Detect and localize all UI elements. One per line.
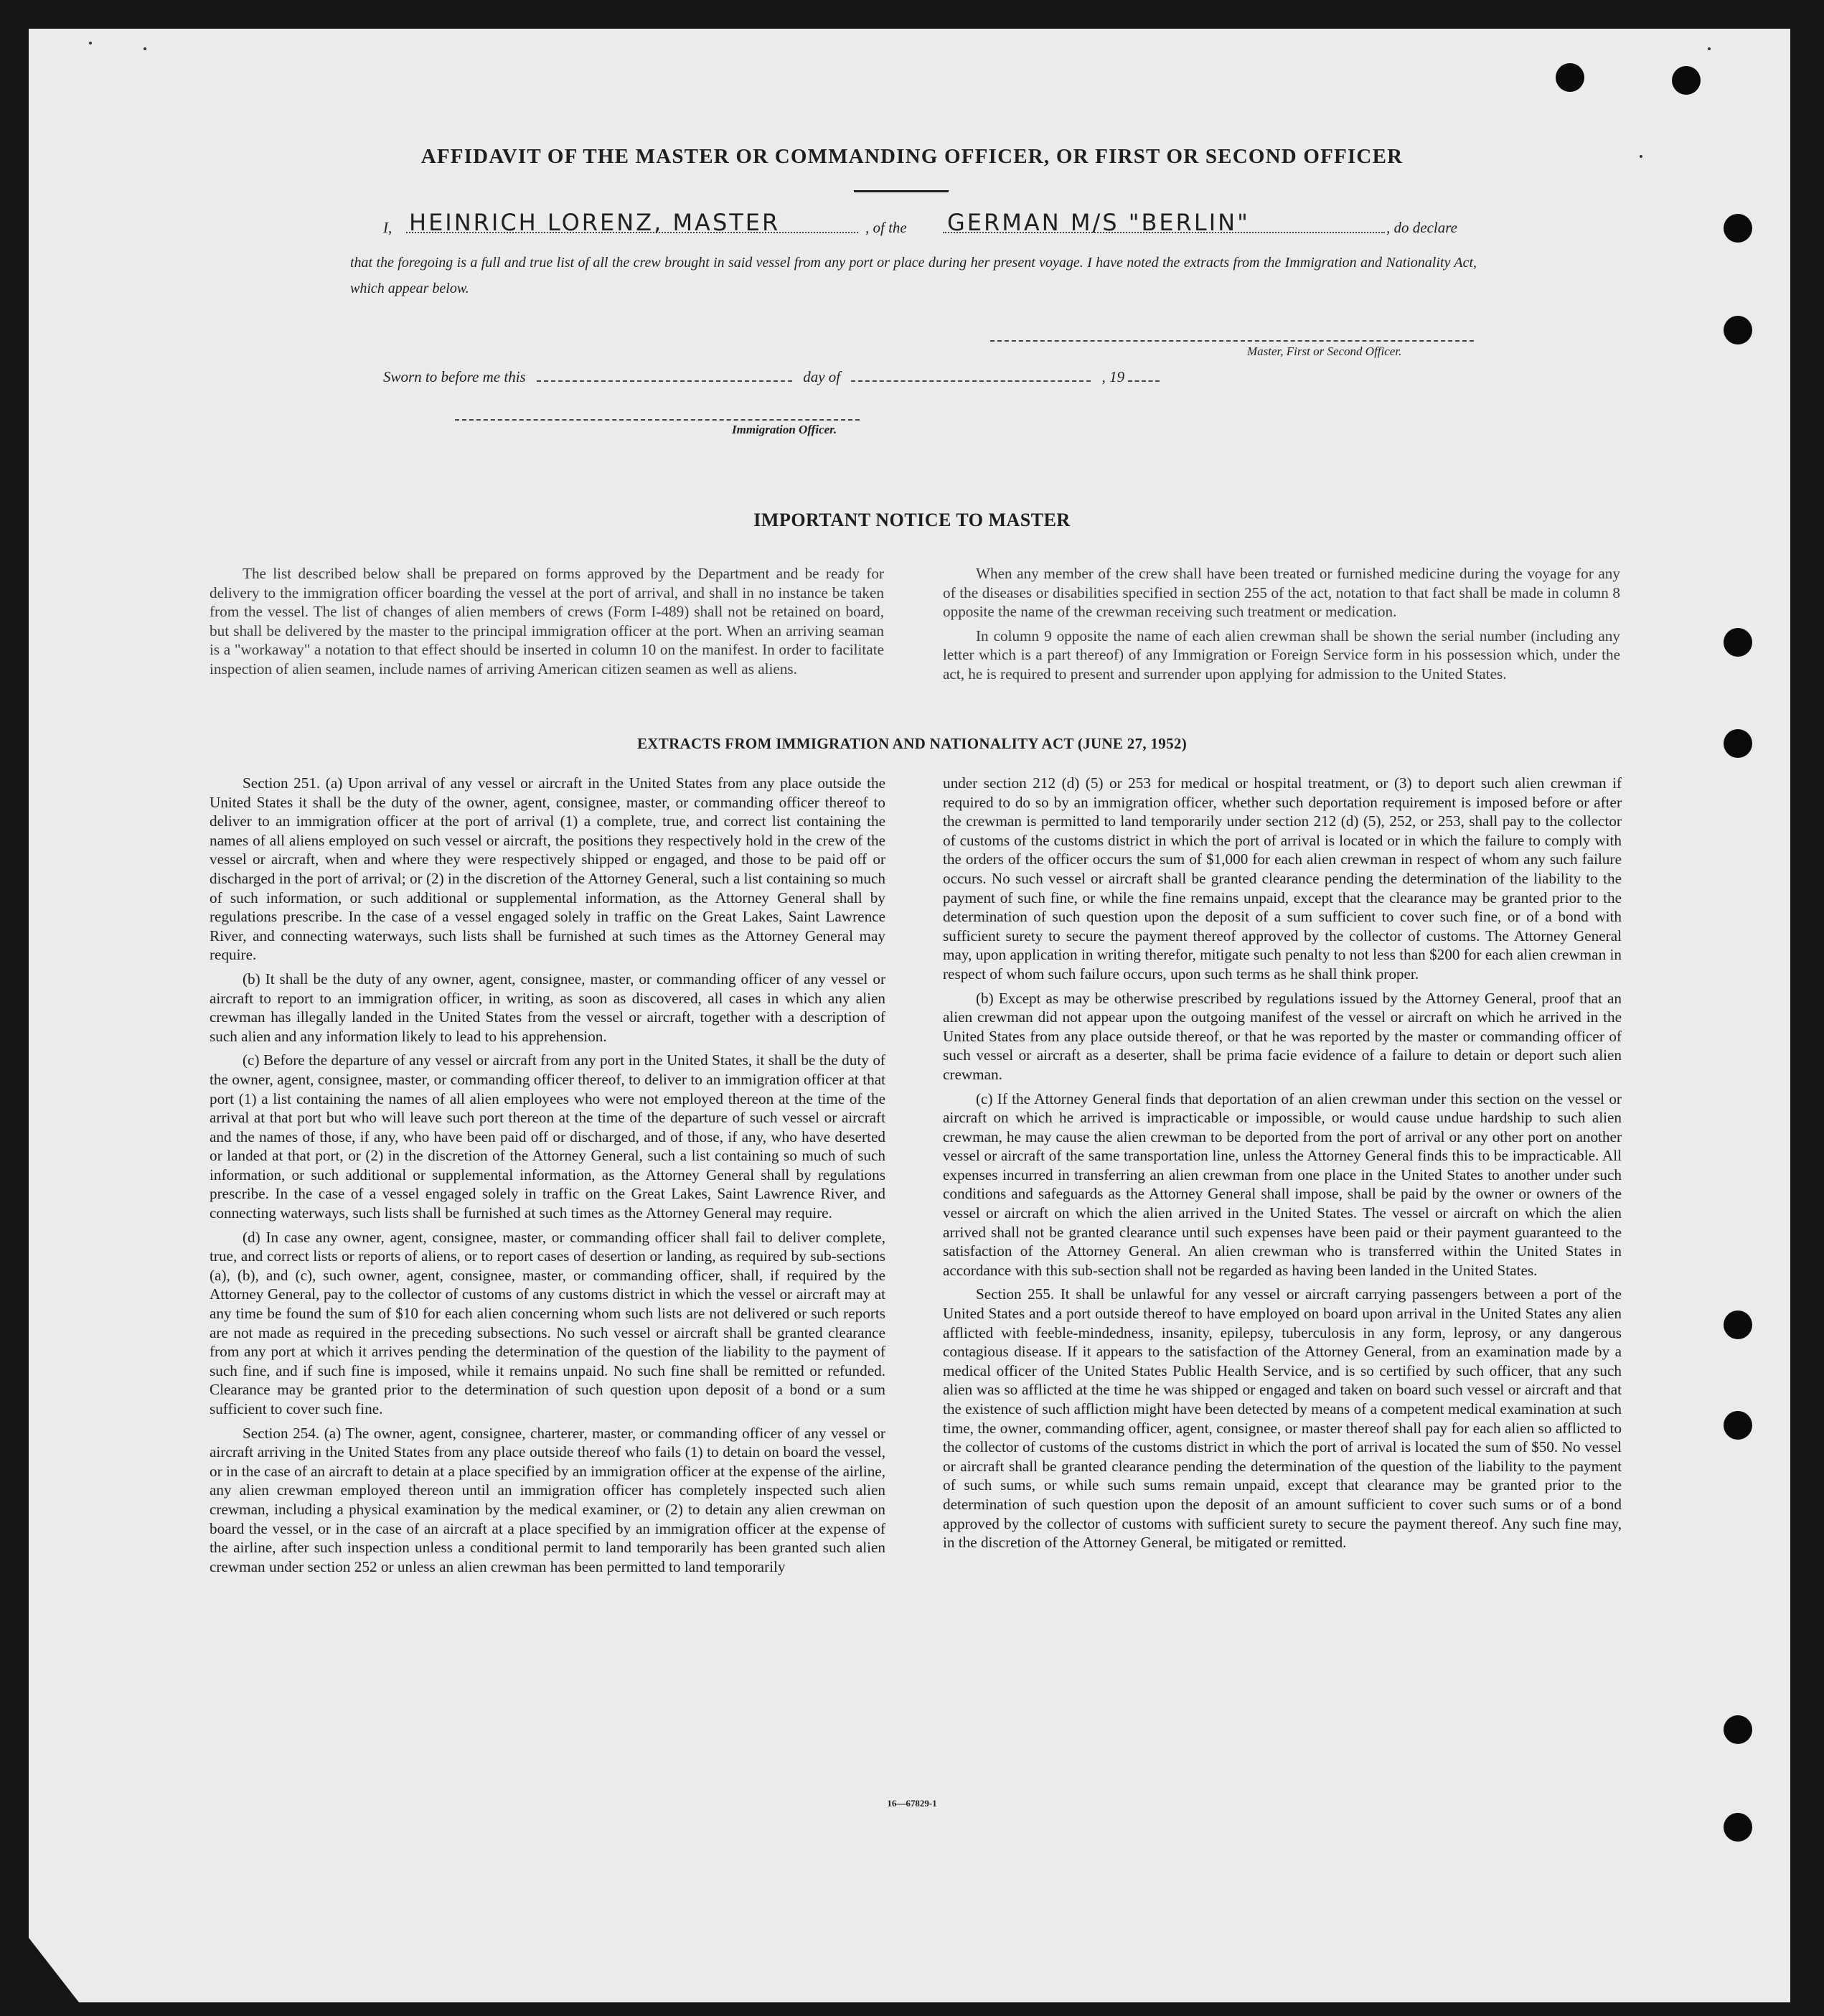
do-declare-label: , do declare	[1386, 219, 1457, 236]
punch-hole	[1724, 1311, 1752, 1339]
punch-hole	[1724, 628, 1752, 657]
section-254b-paragraph: (b) Except as may be otherwise prescribed by regulations issued by the Attorney General, proof that an alien crewman did not appear upon the outgoing manifest of the vessel or aircraft on which he arrived in the United States from any place outside thereof, or that he was reported by the master or commanding officer of such vessel or aircraft as a deserter, shall be prima facie evidence of a failure to detain or deport such alien crewman.	[943, 989, 1622, 1083]
day-of-label: day of	[803, 368, 841, 385]
section-251b-paragraph: (b) It shall be the duty of any owner, agent, consignee, master, or commanding officer of any vessel or aircraft to report to an immigration officer, in writing, as soon as discovered, all cases in which any alien crewman has illegally landed in the United States from the vessel or aircraft, together with a description of such alien and any information likely to lead to his apprehension.	[210, 970, 885, 1045]
section-255-paragraph: Section 255. It shall be unlawful for any vessel or aircraft carrying passengers between a port of the United States and a port outside thereof to have employed on board upon arrival in the United States any alien afflicted with feeble-mindedness, insanity, epilepsy, tuberculosis in any form, leprosy, or any dangerous contagious disease. If it appears to the satisfaction of the Attorney General, from an examination made by a medical officer of the United States Public Health Service, and is so certified by such officer, that any such alien was so afflicted at the time he was shipped or engaged and taken on board such vessel or aircraft and that the existence of such affliction might have been detected by means of a competent medical examination at such time, the owner, commanding officer, agent, consignee, or master thereof shall pay for each alien so afflicted to the collector of customs of the customs district in which the port of arrival is located the sum of $50. No vessel or aircraft shall be granted clearance pending the determination of the question of the liability to the payment of such sums, or while such sums remain unpaid, except that clearance may be granted prior to the determination of such question upon the deposit of an amount sufficient to cover such sums or of a bond approved by the collector of customs with sufficient surety to secure the payment thereof. Any such fine may, in the discretion of the Attorney General, be mitigated or remitted.	[943, 1285, 1622, 1552]
of-the-label: , of the	[865, 219, 907, 236]
immigration-officer-signature-line[interactable]	[455, 419, 860, 421]
title-rule	[854, 190, 949, 192]
section-251a-paragraph: Section 251. (a) Upon arrival of any vessel or aircraft in the United States from any place outside the United States it shall be the duty of the owner, agent, consignee, master, or commanding officer thereof to deliver to an immigration officer at the port of arrival (1) a complete, true, and correct list containing the names of all aliens employed on such vessel or aircraft, the positions they respectively hold in the crew of the vessel or aircraft, when and where they were respectively shipped or engaged, and those to be paid off or discharged in the port of arrival; or (2) in the discretion of the Attorney General, such a list containing so much of such information, or such additional or supplemental information, as the Attorney General shall by regulations prescribe. In the case of a vessel engaged solely in traffic on the Great Lakes, Saint Lawrence River, and connecting waterways, such lists shall be furnished at such times as the Attorney General may require.	[210, 774, 885, 964]
extracts-right-column	[943, 774, 1622, 1557]
section-254c-paragraph: (c) If the Attorney General finds that deportation of an alien crewman under this section on the vessel or aircraft on which he arrived is impracticable or impossible, or would cause undue hardship to such alien crewman, he may cause the alien crewman to be deported from the port of arrival or any other port on another vessel or aircraft of the same transportation line, unless the Attorney General finds this to be impracticable. All expenses incurred in transferring an alien crewman from one place in the United States to another under such conditions and safeguards as the Attorney General shall impose, shall be paid by the owner or owners of the vessel or aircraft on which the alien arrived in the United States. The vessel or aircraft on which the alien arrived shall not be granted clearance until such expenses have been paid or their payment guaranteed to the satisfaction of the Attorney General. An alien crewman who is transferred within the United States in accordance with this sub-section shall not be regarded as having been landed in the United States.	[943, 1089, 1622, 1279]
section-251d-paragraph: (d) In case any owner, agent, consignee, master, or commanding officer shall fail to deliver complete, true, and correct lists or reports of aliens, or to report cases of desertion or landing, as required by sub-sections (a), (b), and (c), such owner, agent, consignee, master, or commanding officer, shall, if required by the Attorney General, pay to the collector of customs of any customs district in which the vessel or aircraft may at any time be found the sum of $10 for each alien concerning whom such lists are not delivered or such reports are not made as required in the preceding subsections. No such vessel or aircraft shall be granted clearance from any port at which it arrives pending the determination of the question of the liability to the payment of such fine, and if such fine is imposed, while it remains unpaid. No such fine shall be remitted or refunded. Clearance may be granted prior to the determination of such question upon deposit of a bond or a sum sufficient to cover such fine.	[210, 1228, 885, 1417]
immigration-officer-label: Immigration Officer.	[732, 423, 837, 436]
section-254a-continued-paragraph: under section 212 (d) (5) or 253 for medical or hospital treatment, or (3) to deport such alien crewman if required to do so by an immigration officer, whether such deportation requirement is imposed before or after the crewman is permitted to land temporarily under section 212 (d) (5), 252, or 253, shall pay to the collector of customs of the customs district in which the port of arrival is located or in which the failure to comply with the orders of the officer occurs the sum of $1,000 for each alien crewman in respect of whom any such failure occurs. No such vessel or aircraft shall be granted clearance pending the determination of the liability to the payment of such fine, or while the fine remains unpaid, except that the clearance may be granted prior to the determination of such question upon the deposit of a sum sufficient to cover such fine, or of a bond with sufficient surety to secure the payment thereof approved by the collector of customs. The Attorney General may, upon application in writing therefor, mitigate such penalty to not less than $200 for each alien crewman in respect of whom such failure occurs, upon such terms as he shall think proper.	[943, 774, 1622, 983]
year-prefix: , 19	[1101, 368, 1125, 385]
notice-left-column	[210, 564, 884, 684]
scan-speck	[144, 47, 146, 50]
sworn-month-field[interactable]	[851, 380, 1091, 382]
sworn-line	[383, 368, 1160, 386]
punch-hole	[1724, 1813, 1752, 1842]
punch-hole	[1724, 214, 1752, 243]
punch-hole	[1724, 316, 1752, 344]
punch-hole	[1724, 1715, 1752, 1744]
scan-speck	[89, 42, 92, 44]
scan-speck	[1708, 47, 1711, 50]
sworn-day-field[interactable]	[537, 380, 792, 382]
master-name-handwritten[interactable]: HEINRICH LORENZ, MASTER	[409, 209, 781, 236]
notice-right-column	[943, 564, 1620, 689]
notice-paragraph: When any member of the crew shall have been treated or furnished medicine during the voyage for any of the diseases or disabilities specified in section 255 of the act, notation to that fact shall be made in column 8 opposite the name of the crewman receiving such treatment or medication.	[943, 565, 1620, 621]
sworn-year-field[interactable]	[1128, 380, 1160, 382]
declaration-prefix: I,	[383, 219, 392, 236]
extracts-title: EXTRACTS FROM IMMIGRATION AND NATIONALITY ACT (JUNE 27, 1952)	[637, 735, 1187, 752]
notice-paragraph: In column 9 opposite the name of each alien crewman shall be shown the serial number (including any letter which is a part thereof) of any Immigration or Foreign Service form in his possession which, under the act, he is required to present and surrender upon applying for admission to the United States.	[943, 627, 1620, 683]
punch-hole	[1672, 66, 1701, 95]
master-signature-line[interactable]	[990, 340, 1474, 342]
punch-hole	[1556, 63, 1584, 92]
vessel-handwritten[interactable]: GERMAN M/S "BERLIN"	[947, 209, 1250, 236]
extracts-left-column	[210, 774, 885, 1581]
form-number: 16—67829-1	[887, 1798, 937, 1809]
master-signature-label: Master, First or Second Officer.	[1247, 344, 1402, 358]
sworn-prefix: Sworn to before me this	[383, 368, 526, 385]
punch-hole	[1724, 1411, 1752, 1440]
notice-title: IMPORTANT NOTICE TO MASTER	[753, 510, 1071, 530]
declaration-body: that the foregoing is a full and true list of all the crew brought in said vessel from any port or place during her present voyage. I have noted the extracts from the Immigration and Nationality Act, which appear below.	[350, 255, 1477, 296]
section-251c-paragraph: (c) Before the departure of any vessel or aircraft from any port in the United States, it shall be the duty of the owner, agent, consignee, master, or commanding officer thereof, to deliver to an immigration officer at that port (1) a list containing the names of all alien employees who were not employed thereon at the time of the arrival at that port but who will leave such port thereon at the time of the departure of such vessel or aircraft and the names of those, if any, who have been paid off or discharged, and of those, if any, who have deserted or landed at that port, or (2) in the discretion of the Attorney General, such a list containing so much of such information, or such additional or supplemental information, as the Attorney General shall by regulations prescribe. In the case of a vessel engaged solely in traffic on the Great Lakes, Saint Lawrence River, and connecting waterways, such lists shall be furnished at such times as the Attorney General may require.	[210, 1051, 885, 1222]
affidavit-title: AFFIDAVIT OF THE MASTER OR COMMANDING OFFICER, OR FIRST OR SECOND OFFICER	[420, 145, 1404, 168]
notice-paragraph: The list described below shall be prepared on forms approved by the Department and be ready for delivery to the immigration officer boarding the vessel at the port of arrival, and shall in no instance be taken from the vessel. The list of changes of alien members of crews (Form I-489) shall not be retained on board, but shall be delivered by the master to the principal immigration officer at the port. When an arriving seaman is a "workaway" a notation to that effect should be inserted in column 10 on the manifest. In order to facilitate inspection of alien seamen, include names of arriving American citizen seamen as well as aliens.	[210, 565, 884, 678]
section-254a-paragraph: Section 254. (a) The owner, agent, consignee, charterer, master, or commanding officer of any vessel or aircraft arriving in the United States from any place outside thereof who fails (1) to detain on board the vessel, or in the case of an aircraft to detain at a place specified by an immigration officer at the expense of the airline, any alien crewman employed thereon until an immigration officer has completely inspected such alien crewman, including a physical examination by the medical examiner, or (2) to detain any alien crewman on board the vessel, or in the case of an aircraft at a place specified by an immigration officer at the expense of the airline, after such inspection unless a conditional permit to land temporarily has been granted such alien crewman under section 252 or unless an alien crewman has been permitted to land temporarily	[210, 1424, 885, 1575]
